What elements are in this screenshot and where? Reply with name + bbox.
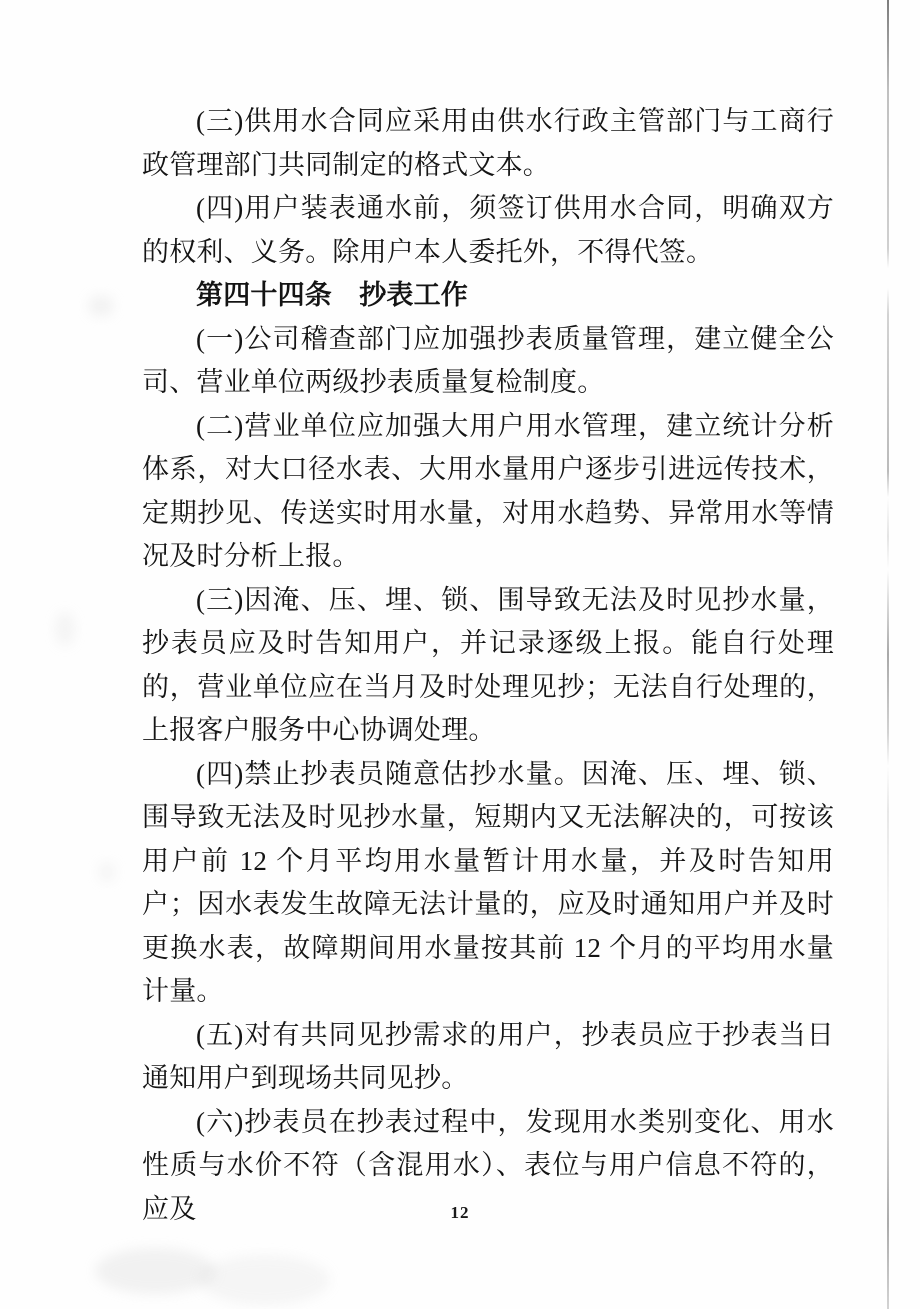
- paragraph: (二)营业单位应加强大用户用水管理，建立统计分析体系，对大口径水表、大用水量用户逐步引进远传技术，定期抄见、传送实时用水量，对用水趋势、异常用水等情况及时分析上报。: [142, 410, 834, 571]
- paragraph: (三)因淹、压、埋、锁、围导致无法及时见抄水量，抄表员应及时告知用户，并记录逐级上报。能自行处理的，营业单位应在当月及时处理见抄；无法自行处理的，上报客户服务中心协调处理。: [142, 584, 834, 745]
- scan-artifact-line: [887, 0, 889, 1309]
- section-heading: 第四十四条 抄表工作: [196, 280, 468, 310]
- page-number: 12: [450, 1203, 470, 1222]
- paragraph: (五)对有共同见抄需求的用户，抄表员应于抄表当日通知用户到现场共同见抄。: [142, 1019, 834, 1093]
- paragraph: (三)供用水合同应采用由供水行政主管部门与工商行政管理部门共同制定的格式文本。: [142, 106, 834, 180]
- scan-smudge: [88, 295, 114, 317]
- scan-smudge: [95, 1248, 215, 1294]
- document-body: [142, 100, 834, 1231]
- paragraph: (一)公司稽查部门应加强抄表质量管理，建立健全公司、营业单位两级抄表质量复检制度。: [142, 323, 834, 397]
- paragraph: (四)禁止抄表员随意估抄水量。因淹、压、埋、锁、围导致无法及时见抄水量，短期内又无法解决的，可按该用户前 12 个月平均用水量暂计用水量，并及时告知用户；因水表发生故障无法计量的，应及时通知用户并及时更换水表，故障期间用水量按其前 12 个月的平均用水量计量。: [142, 758, 834, 1006]
- paragraph: (四)用户装表通水前，须签订供用水合同，明确双方的权利、义务。除用户本人委托外，不得代签。: [142, 193, 834, 267]
- scan-smudge: [98, 862, 116, 882]
- page-footer: [0, 1203, 920, 1223]
- paragraph: (六)抄表员在抄表过程中，发现用水类别变化、用水性质与水价不符（含混用水）、表位与用户信息不符的，应及: [142, 1106, 834, 1224]
- scan-smudge: [55, 612, 75, 646]
- scan-smudge: [200, 1255, 330, 1305]
